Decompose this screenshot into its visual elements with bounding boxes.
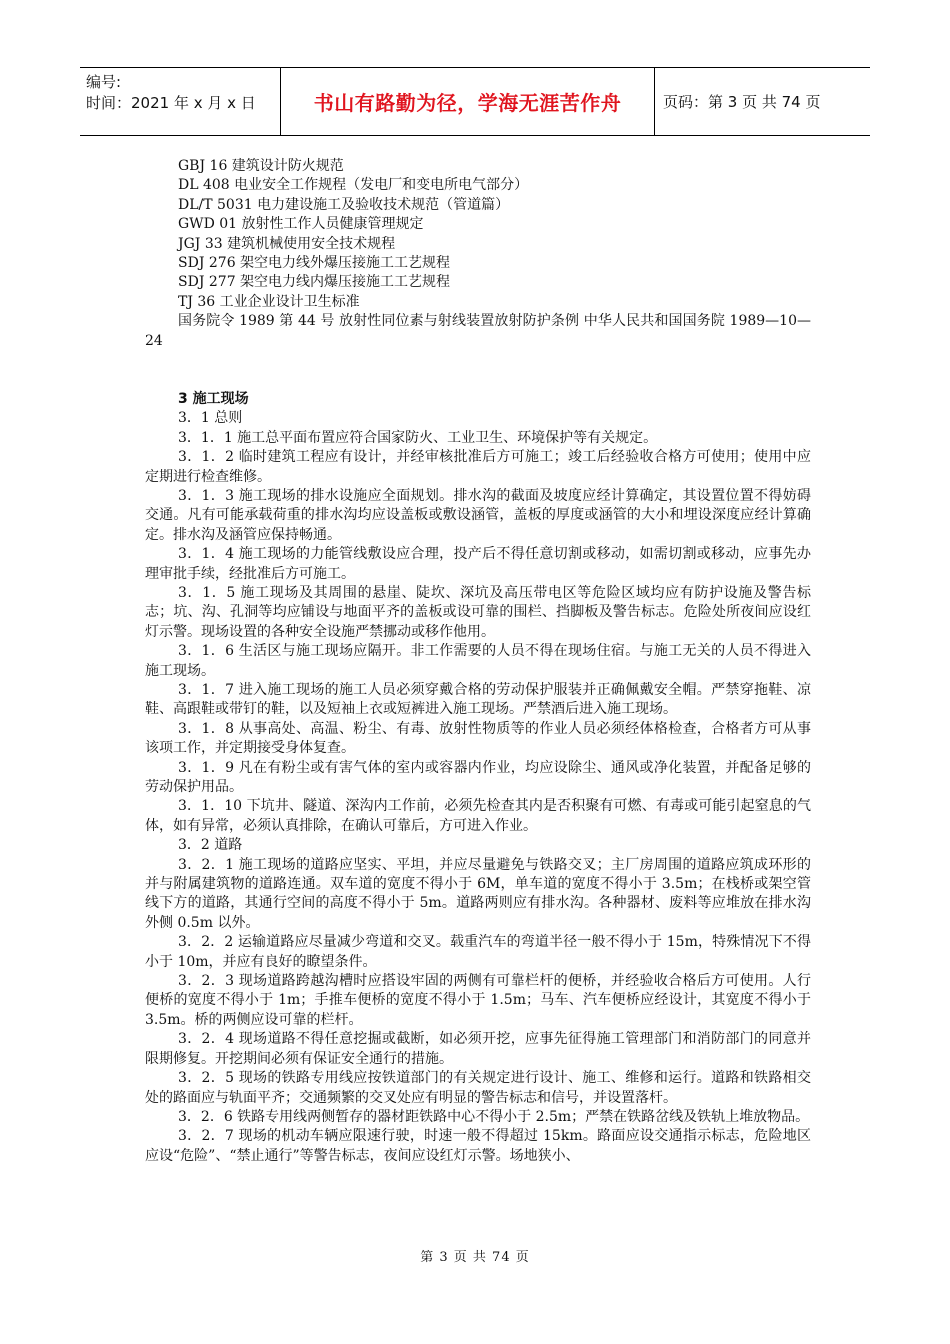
clause-paragraph: 3．1．9 凡在有粉尘或有害气体的室内或容器内作业，均应设除尘、通风或净化装置，并配备足够的劳动保护用品。 xyxy=(145,759,811,796)
subsection-heading: 3．1 总则 xyxy=(178,410,243,427)
clause-paragraph: 3．2．1 施工现场的道路应坚实、平坦，并应尽量避免与铁路交叉；主厂房周围的道路应筑成环形的并与附属建筑物的道路连通。双车道的宽度不得小于 6M，单车道的宽度不得小于 3.5m；在栈桥或架空管线下方的道路，其通行空间的高度不得小于 5m。道路两则应有排水沟。各种器材、废料等应堆放在排水沟外侧 0.5m 以外。 xyxy=(145,856,811,931)
section-gap xyxy=(145,351,811,390)
header-meta xyxy=(80,68,281,135)
standard-item: SDJ 277 架空电力线内爆压接施工工艺规程 xyxy=(178,274,451,291)
clause-paragraph: 3．2．7 现场的机动车辆应限速行驶，时速一般不得超过 15km。路面应设交通指示标志，危险地区应设“危险”、“禁止通行”等警告标志，夜间应设红灯示警。场地狭小、 xyxy=(145,1128,811,1164)
page-footer: 第 3 页 共 74 页 xyxy=(420,1250,530,1265)
clause-paragraph: 3．2．3 现场道路跨越沟槽时应搭设牢固的两侧有可靠栏杆的便桥，并经验收合格后方可使用。人行便桥的宽度不得小于 1m；手推车便桥的宽度不得小于 1.5m；马车、汽车便桥应经设计，其宽度不得小于 3.5m。桥的两侧应设可靠的栏杆。 xyxy=(145,973,811,1028)
section-title: 3 施工现场 xyxy=(178,390,249,407)
clause-paragraph: 3．2．6 铁路专用线两侧暂存的器材距铁路中心不得小于 2.5m；严禁在铁路岔线及铁轨上堆放物品。 xyxy=(178,1108,810,1125)
clause-paragraph: 3．1．2 临时建筑工程应有设计，并经审核批准后方可施工；竣工后经验收合格方可使用；使用中应定期进行检查维修。 xyxy=(145,449,811,485)
page-header xyxy=(80,67,870,136)
clause-paragraph: 3．1．5 施工现场及其周围的悬崖、陡坎、深坑及高压带电区等危险区域均应有防护设施及警告标志；坑、沟、孔洞等均应铺设与地面平齐的盖板或设可靠的围栏、挡脚板及警告标志。危险处所夜间应设红灯示警。现场设置的各种安全设施严禁挪动或移作他用。 xyxy=(145,584,811,640)
document-body xyxy=(145,157,811,1166)
standard-item: DL/T 5031 电力建设施工及验收技术规范（管道篇） xyxy=(178,196,510,213)
standard-item: GBJ 16 建筑设计防火规范 xyxy=(178,158,344,174)
standard-item: JGJ 33 建筑机械使用安全技术规程 xyxy=(178,235,396,252)
subsection-heading: 3．2 道路 xyxy=(178,837,243,854)
clause-paragraph: 3．1．6 生活区与施工现场应隔开。非工作需要的人员不得在现场住宿。与施工无关的人员不得进入施工现场。 xyxy=(145,643,811,679)
standard-item: DL 408 电业安全工作规程（发电厂和变电所电气部分） xyxy=(178,177,529,194)
clause-paragraph: 3．1．7 进入施工现场的施工人员必须穿戴合格的劳动保护服装并正确佩戴安全帽。严禁穿拖鞋、凉鞋、高跟鞋或带钉的鞋，以及短袖上衣或短裤进入施工现场。严禁酒后进入施工现场。 xyxy=(145,682,811,718)
decree-paragraph: 国务院令 1989 第 44 号 放射性同位素与射线装置放射防护条例 中华人民共和国国务院 1989—10—24 xyxy=(145,313,811,349)
clause-paragraph: 3．2．2 运输道路应尽量减少弯道和交叉。载重汽车的弯道半径一般不得小于 15m，特殊情况下不得小于 10m，并应有良好的瞭望条件。 xyxy=(145,934,811,970)
clause-paragraph: 3．1．1 施工总平面布置应符合国家防火、工业卫生、环境保护等有关规定。 xyxy=(178,429,658,446)
clause-paragraph: 3．1．4 施工现场的力能管线敷设应合理，投产后不得任意切割或移动，如需切割或移动，应事先办理审批手续，经批准后方可施工。 xyxy=(145,546,811,582)
document-time-label: 时间：2021 年 x 月 x 日 xyxy=(86,94,256,112)
clause-paragraph: 3．1．3 施工现场的排水设施应全面规划。排水沟的截面及坡度应经计算确定，其设置位置不得妨碍交通。凡有可能承载荷重的排水沟均应设盖板或敷设涵管，盖板的厚度或涵管的大小和埋设深度应经计算确定。排水沟及涵管应保持畅通。 xyxy=(145,487,811,543)
standard-item: SDJ 276 架空电力线外爆压接施工工艺规程 xyxy=(178,254,451,271)
document-number-label: 编号: xyxy=(86,73,122,91)
header-page-info: 页码：第 3 页 共 74 页 xyxy=(663,93,821,111)
clause-paragraph: 3．1．8 从事高处、高温、粉尘、有毒、放射性物质等的作业人员必须经体格检查，合格者方可从事该项工作，并定期接受身体复查。 xyxy=(145,720,811,757)
clause-paragraph: 3．2．4 现场道路不得任意挖掘或截断，如必须开挖，应事先征得施工管理部门和消防部门的同意并限期修复。开挖期间必须有保证安全通行的措施。 xyxy=(145,1031,811,1067)
clause-paragraph: 3．2．5 现场的铁路专用线应按铁道部门的有关规定进行设计、施工、维修和运行。道路和铁路相交处的路面应与轨面平齐；交通频繁的交叉处应有明显的警告标志和信号，并设置落杆。 xyxy=(145,1070,811,1106)
clause-paragraph: 3．1．10 下坑井、隧道、深沟内工作前，必须先检查其内是否积聚有可燃、有毒或可能引起窒息的气体，如有异常，必须认真排除，在确认可靠后，方可进入作业。 xyxy=(145,798,811,834)
standard-item: TJ 36 工业企业设计卫生标准 xyxy=(178,293,360,310)
standard-item: GWD 01 放射性工作人员健康管理规定 xyxy=(178,216,424,233)
standards-list xyxy=(145,157,811,312)
header-motto: 书山有路勤为径，学海无涯苦作舟 xyxy=(281,68,655,135)
